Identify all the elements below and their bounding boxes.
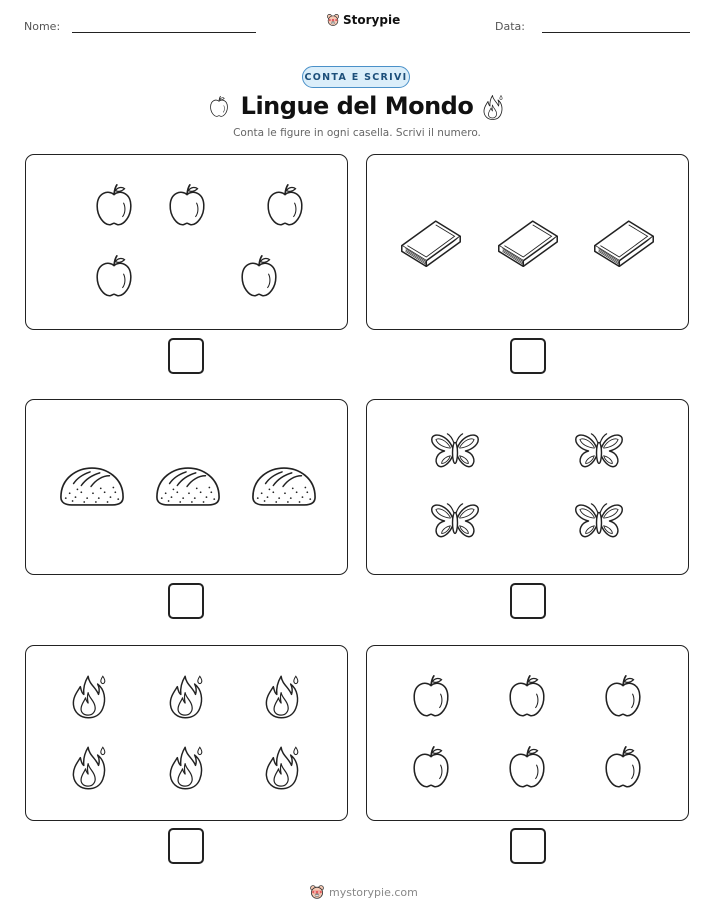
flame-icon — [266, 747, 298, 788]
answer-box-2[interactable] — [510, 338, 546, 374]
count-panel-6 — [366, 645, 689, 821]
count-panel-3 — [25, 399, 348, 575]
apple-icon — [414, 676, 448, 716]
apple-icon — [510, 747, 544, 787]
bear-icon — [326, 13, 340, 27]
answer-box-6[interactable] — [510, 828, 546, 864]
apple-icon — [97, 185, 131, 225]
flame-icon — [482, 94, 504, 121]
answer-box-5[interactable] — [168, 828, 204, 864]
apple-group — [26, 155, 347, 329]
butterfly-icon — [432, 504, 478, 537]
flame-icon — [170, 676, 202, 717]
apple-icon — [207, 95, 231, 119]
butterfly-group — [367, 400, 688, 574]
date-label: Data: — [495, 20, 525, 33]
bear-icon — [309, 884, 325, 900]
apple-icon — [242, 256, 276, 296]
flame-group — [26, 646, 347, 820]
page-title: Lingue del Mondo — [240, 92, 474, 120]
brand-logo — [326, 13, 400, 27]
butterfly-icon — [432, 434, 478, 467]
name-label: Nome: — [24, 20, 61, 33]
apple-icon — [606, 747, 640, 787]
book-group — [367, 155, 688, 329]
book-icon — [499, 221, 557, 266]
book-icon — [595, 221, 653, 266]
flame-icon — [266, 676, 298, 717]
bread-icon — [157, 468, 219, 505]
apple-icon — [268, 185, 302, 225]
butterfly-icon — [576, 434, 622, 467]
apple-icon — [414, 747, 448, 787]
answer-box-4[interactable] — [510, 583, 546, 619]
count-panel-5 — [25, 645, 348, 821]
flame-icon — [170, 747, 202, 788]
apple-icon — [170, 185, 204, 225]
apple-icon — [97, 256, 131, 296]
instructions: Conta le figure in ogni casella. Scrivi il numero. — [233, 127, 481, 139]
flame-icon — [73, 676, 105, 717]
answer-box-1[interactable] — [168, 338, 204, 374]
book-icon — [402, 221, 460, 266]
footer-site: mystorypie.com — [329, 885, 418, 899]
name-field[interactable] — [72, 32, 256, 33]
bread-group — [26, 400, 347, 574]
footer — [309, 884, 418, 900]
bread-icon — [253, 468, 315, 505]
butterfly-icon — [576, 504, 622, 537]
apple-group — [367, 646, 688, 820]
apple-icon — [510, 676, 544, 716]
apple-icon — [606, 676, 640, 716]
bread-icon — [61, 468, 123, 505]
answer-box-3[interactable] — [168, 583, 204, 619]
date-field[interactable] — [542, 32, 690, 33]
count-panel-4 — [366, 399, 689, 575]
activity-badge: CONTA E SCRIVI — [302, 66, 410, 88]
count-panel-1 — [25, 154, 348, 330]
flame-icon — [73, 747, 105, 788]
count-panel-2 — [366, 154, 689, 330]
brand-name: Storypie — [343, 13, 401, 27]
